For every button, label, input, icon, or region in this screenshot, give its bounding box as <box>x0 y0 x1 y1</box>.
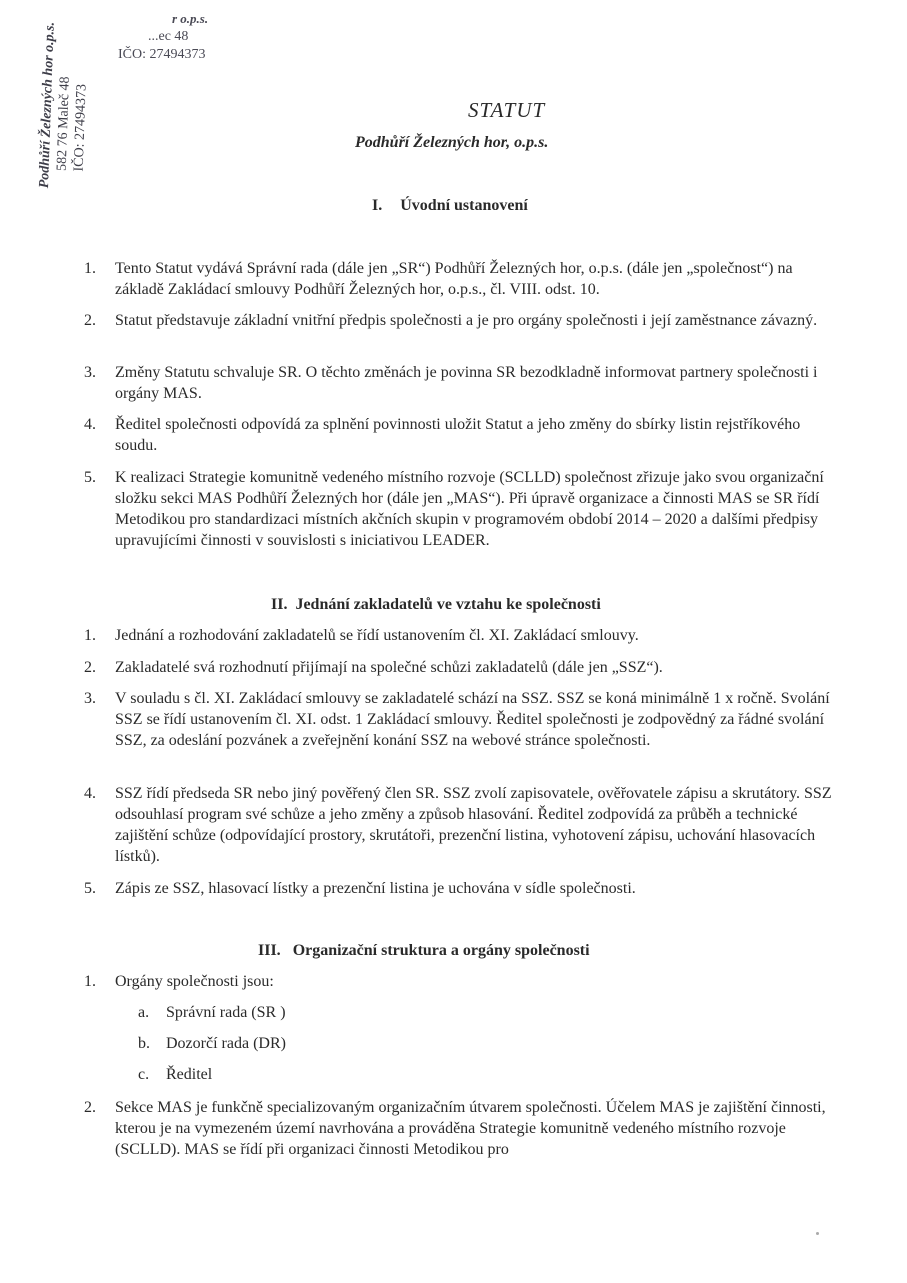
section-heading <box>271 596 601 614</box>
list-item: 1. Jednání a rozhodování zakladatelů se řídí ustanovením čl. XI. Zakládací smlouvy. <box>84 627 639 644</box>
list-item: 2. Zakladatelé svá rozhodnutí přijímají na společné schůzi zakladatelů (dále jen „SSZ“). <box>84 659 663 676</box>
section-title: Jednání zakladatelů ve vztahu ke společnosti <box>295 596 601 613</box>
list-item: 5. Zápis ze SSZ, hlasovací lístky a prezenční listina je uchována v sídle společnosti. <box>84 880 636 897</box>
section-number: III. <box>258 942 281 959</box>
list-item: 2. Sekce MAS je funkčně specializovaným organizačním útvarem společnosti. Účelem MAS je zajištění činnosti, kterou je na vymezeném území navrhována a prováděna Strategie komunitně vedeného místního rozvoje (SCLLD). MAS se řídí při organizaci činnosti Metodikou pro <box>84 1099 826 1158</box>
list-item: 5. K realizaci Strategie komunitně vedeného místního rozvoje (SCLLD) společnost zřizuje jako svou organizační složku sekci MAS Podhůří Železných hor (dále jen „MAS“). Při úpravě organizace a činnosti MAS se SR řídí Metodikou pro standardizaci místních akčních skupin v programovém období 2014 – 2020 a dalšími předpisy upravujícími činnosti v souvislosti s iniciativou LEADER. <box>84 469 824 549</box>
vertical-stamp <box>36 22 93 190</box>
section-heading <box>258 942 590 960</box>
vertical-stamp-name: Podhůří Železných hor o.p.s. <box>36 21 58 189</box>
section-title: Organizační struktura a orgány společnosti <box>292 942 590 959</box>
list-item: 3. V souladu s čl. XI. Zakládací smlouvy se zakladatelé schází na SSZ. SSZ se koná minimálně 1 x ročně. Svolání SSZ se řídí ustanovením čl. XI. odst. 1 Zakládací smlouvy. Ředitel společnosti je zodpovědný za řádné svolání SSZ, za odeslání pozvánek a zveřejnění konání SSZ na webové stránce společnosti. <box>84 690 830 749</box>
list-item: 4. Ředitel společnosti odpovídá za splnění povinnosti uložit Statut a jeho změny do sbírky listin rejstříkového soudu. <box>84 416 801 454</box>
document-subtitle: Podhůří Železných hor, o.p.s. <box>355 134 549 151</box>
section-number: I. <box>372 197 383 214</box>
list-item: 3. Změny Statutu schvaluje SR. O těchto změnách je povinna SR bezodkladně informovat partnery společnosti i orgány MAS. <box>84 364 818 402</box>
vertical-stamp-address: 582 76 Maleč 48 <box>54 76 73 172</box>
scan-speck <box>816 1232 819 1235</box>
vertical-stamp-ico: IČO: 27494373 <box>71 83 90 172</box>
stamp-address: ...ec 48 <box>148 29 189 44</box>
list-item: 4. SSZ řídí předseda SR nebo jiný pověřený člen SR. SSZ zvolí zapisovatele, ověřovatele zápisu a skrutátory. SSZ odsouhlasí program své schůze a jeho změny a způsob hlasování. Ředitel zodpovídá za průběh a technické zajištění schůze (odpovídající prostory, skrutátoři, prezenční listina, vyhotovení zápisu, uchování hlasovacích lístků). <box>84 785 832 865</box>
list-item: 1. Orgány společnosti jsou: <box>84 973 274 990</box>
document-title: STATUT <box>468 98 546 122</box>
organization-stamp <box>118 10 208 64</box>
sub-list-item: c. Ředitel <box>138 1066 213 1083</box>
sub-list-item: a. Správní rada (SR ) <box>138 1004 286 1021</box>
section-heading <box>372 197 528 215</box>
section-title: Úvodní ustanovení <box>400 197 528 214</box>
stamp-ico: IČO: 27494373 <box>118 47 206 62</box>
list-item: 1. Tento Statut vydává Správní rada (dále jen „SR“) Podhůří Železných hor, o.p.s. (dále jen „společnost“) na základě Zakládací smlouvy Podhůří Železných hor, o.p.s., čl. VIII. odst. 10. <box>84 260 793 298</box>
section-number: II. <box>271 596 288 613</box>
sub-list-item: b. Dozorčí rada (DR) <box>138 1035 286 1052</box>
list-item: 2. Statut představuje základní vnitřní předpis společnosti a je pro orgány společnosti i její zaměstnance závazný. <box>84 312 818 329</box>
stamp-name: r o.p.s. <box>172 11 209 26</box>
